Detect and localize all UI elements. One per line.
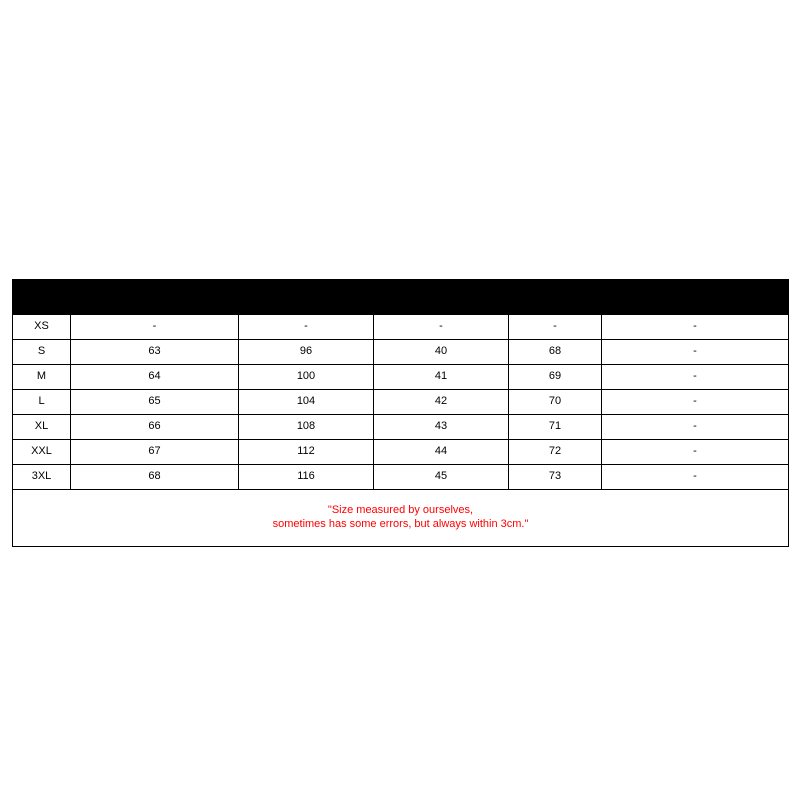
header-cell-bust (239, 280, 374, 315)
cell-size: 3XL (13, 465, 71, 490)
header-cell-shoulder (374, 280, 509, 315)
table-header (13, 280, 789, 315)
table-row (13, 440, 789, 465)
cell-sleeve: 67 (71, 440, 239, 465)
header-cell-hip: Hip Size(cm) (602, 280, 789, 315)
cell-bust: - (239, 315, 374, 340)
cell-length: 72 (509, 440, 602, 465)
measurement-note-line2: sometimes has some errors, but always within 3cm." (272, 518, 529, 530)
table-body (13, 315, 789, 547)
table-row (13, 340, 789, 365)
header-row (13, 280, 789, 315)
cell-hip: - (602, 415, 789, 440)
table-row (13, 365, 789, 390)
cell-sleeve: 63 (71, 340, 239, 365)
cell-size: S (13, 340, 71, 365)
cell-length: 68 (509, 340, 602, 365)
cell-hip: - (602, 390, 789, 415)
size-chart-table (12, 279, 789, 547)
cell-hip: - (602, 340, 789, 365)
cell-sleeve: 66 (71, 415, 239, 440)
cell-size: XXL (13, 440, 71, 465)
cell-shoulder: 45 (374, 465, 509, 490)
cell-length: - (509, 315, 602, 340)
cell-hip: - (602, 465, 789, 490)
cell-bust: 108 (239, 415, 374, 440)
cell-bust: 116 (239, 465, 374, 490)
cell-bust: 104 (239, 390, 374, 415)
cell-shoulder: 42 (374, 390, 509, 415)
cell-size: XS (13, 315, 71, 340)
cell-shoulder: 41 (374, 365, 509, 390)
cell-hip: - (602, 365, 789, 390)
cell-length: 73 (509, 465, 602, 490)
table-row (13, 415, 789, 440)
cell-size: M (13, 365, 71, 390)
cell-length: 69 (509, 365, 602, 390)
table-row (13, 390, 789, 415)
cell-shoulder: 40 (374, 340, 509, 365)
cell-bust: 112 (239, 440, 374, 465)
cell-size: XL (13, 415, 71, 440)
cell-shoulder: 43 (374, 415, 509, 440)
header-cell-bust-line2: (cm) (295, 297, 317, 309)
cell-bust: 100 (239, 365, 374, 390)
table-row (13, 315, 789, 340)
cell-shoulder: - (374, 315, 509, 340)
cell-shoulder: 44 (374, 440, 509, 465)
cell-sleeve: 64 (71, 365, 239, 390)
cell-bust: 96 (239, 340, 374, 365)
cell-sleeve: 65 (71, 390, 239, 415)
cell-hip: - (602, 315, 789, 340)
header-cell-bust-line1: Bust Size (282, 283, 330, 296)
header-cell-size (13, 280, 71, 315)
header-cell-length-line1: Length (538, 283, 572, 296)
measurement-note-row (13, 490, 789, 547)
table-row (13, 465, 789, 490)
measurement-note-line1: "Size measured by ourselves, (327, 504, 474, 517)
header-cell-length-line2: (cm) (544, 297, 566, 309)
cell-size: L (13, 390, 71, 415)
cell-length: 70 (509, 390, 602, 415)
cell-sleeve: - (71, 315, 239, 340)
cell-length: 71 (509, 415, 602, 440)
cell-sleeve: 68 (71, 465, 239, 490)
header-cell-sleeve: Sleeve (cm) (71, 280, 239, 315)
header-cell-shoulder-line1: Shoulder (418, 283, 464, 296)
cell-hip: - (602, 440, 789, 465)
header-cell-length (509, 280, 602, 315)
measurement-note (13, 490, 789, 547)
header-cell-shoulder-line2: (cm) (430, 297, 452, 309)
